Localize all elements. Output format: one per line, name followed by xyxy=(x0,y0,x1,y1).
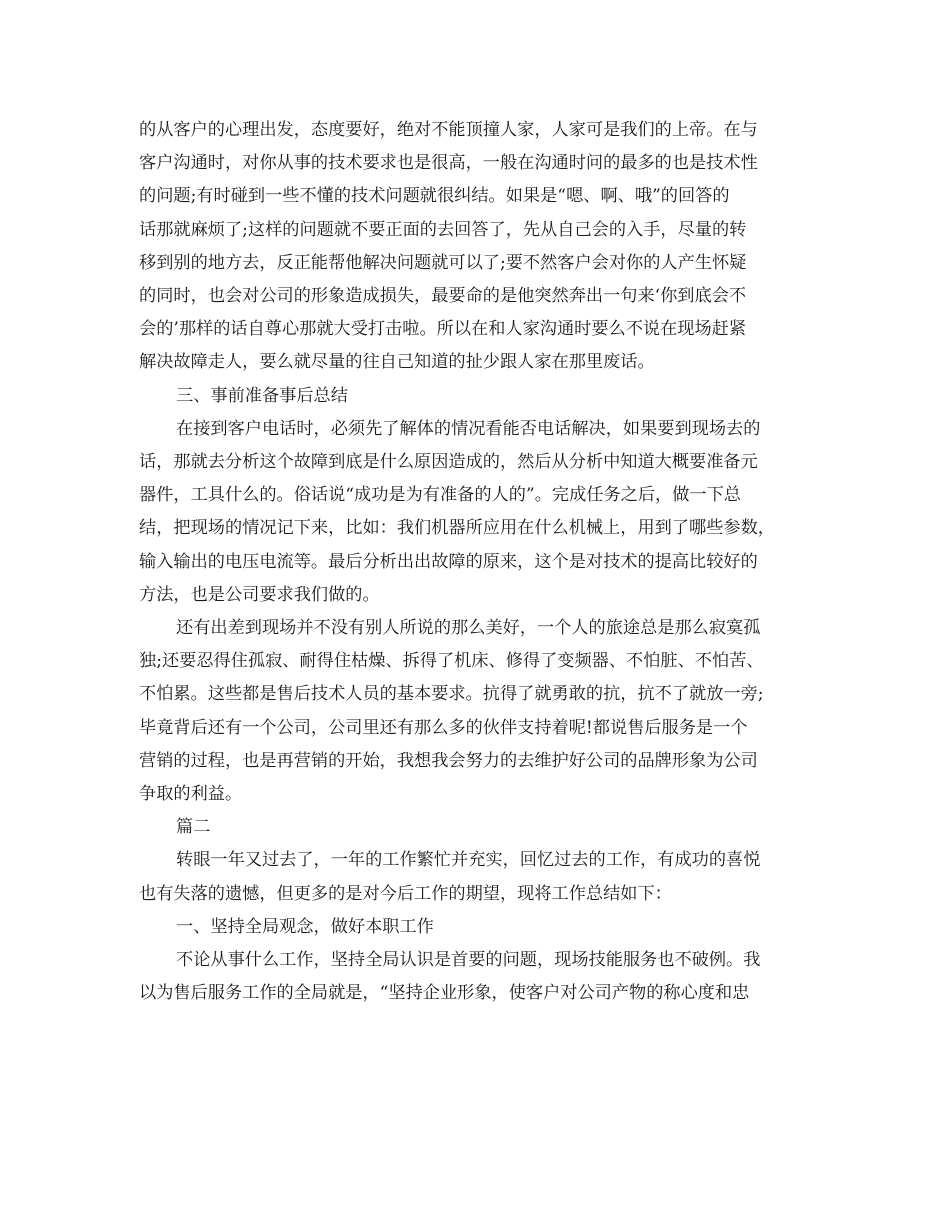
text-line: 争取的利益。 xyxy=(139,784,243,804)
text-line: 客户沟通时，对你从事的技术要求也是很高，一般在沟通时问的最多的也是技术性 xyxy=(139,153,758,174)
text-line: 转眼一年又过去了，一年的工作繁忙并充实，回忆过去的工作，有成功的喜悦 xyxy=(176,850,761,871)
text-line: 一、坚持全局观念，做好本职工作 xyxy=(176,916,434,937)
text-line: 的问题;有时碰到一些不懂的技术问题就很纠结。如果是“嗯、啊、哦”的回答的 xyxy=(139,186,730,207)
text-line: 结，把现场的情况记下来，比如：我们机器所应用在什么机械上，用到了哪些参数， xyxy=(139,518,775,539)
text-line: 方法，也是公司要求我们做的。 xyxy=(139,584,380,605)
text-line: 篇二 xyxy=(176,817,211,838)
text-line: 解决故障走人，要么就尽量的往自己知道的扯少跟人家在那里废话。 xyxy=(139,352,655,373)
text-line: 还有出差到现场并不没有别人所说的那么美好，一个人的旅途总是那么寂寞孤 xyxy=(176,618,761,638)
text-line: 独;还要忍得住孤寂、耐得住枯燥、拆得了机床、修得了变频器、不怕脏、不怕苦、 xyxy=(139,651,764,672)
text-line: 的同时，也会对公司的形象造成损失，最要命的是他突然奔出一句来‘你到底会不 xyxy=(139,286,747,306)
text-line: 在接到客户电话时，必须先了解体的情况看能否电话解决，如果要到现场去的 xyxy=(176,418,761,439)
text-line: 话那就麻烦了;这样的问题就不要正面的去回答了，先从自己会的入手，尽量的转 xyxy=(139,219,747,240)
text-line: 输入输出的电压电流等。最后分析出出故障的原来，这个是对技术的提高比较好的 xyxy=(139,551,758,572)
text-line: 移到别的地方去，反正能帮他解决问题就可以了;要不然客户会对你的人产生怀疑 xyxy=(139,252,747,273)
text-line: 不论从事什么工作，坚持全局认识是首要的问题，现场技能服务也不破例。我 xyxy=(176,950,761,970)
text-line: 也有失落的遗憾，但更多的是对今后工作的期望，现将工作总结如下： xyxy=(139,883,672,904)
text-line: 器件，工具什么的。俗话说“成功是为有准备的人的”。完成任务之后，做一下总 xyxy=(139,485,741,506)
text-line: 的从客户的心理出发，态度要好，绝对不能顶撞人家，人家可是我们的上帝。在与 xyxy=(139,120,758,140)
text-line: 会的’那样的话自尊心那就大受打击啦。所以在和人家沟通时要么不说在现场赶紧 xyxy=(139,319,747,340)
text-line: 不怕累。这些都是售后技术人员的基本要求。抗得了就勇敢的抗，抗不了就放一旁; xyxy=(139,684,764,705)
text-line: 三、事前准备事后总结 xyxy=(176,385,348,406)
text-line: 毕竟背后还有一个公司，公司里还有那么多的伙伴支持着呢!都说售后服务是一个 xyxy=(139,717,748,738)
text-line: 营销的过程，也是再营销的开始，我想我会努力的去维护好公司的品牌形象为公司 xyxy=(139,750,758,771)
text-line: 话，那就去分析这个故障到底是什么原因造成的，然后从分析中知道大概要准备元 xyxy=(139,452,758,472)
text-line: 以为售后服务工作的全局就是，“坚持企业形象，使客户对公司产物的称心度和忠 xyxy=(139,983,750,1004)
